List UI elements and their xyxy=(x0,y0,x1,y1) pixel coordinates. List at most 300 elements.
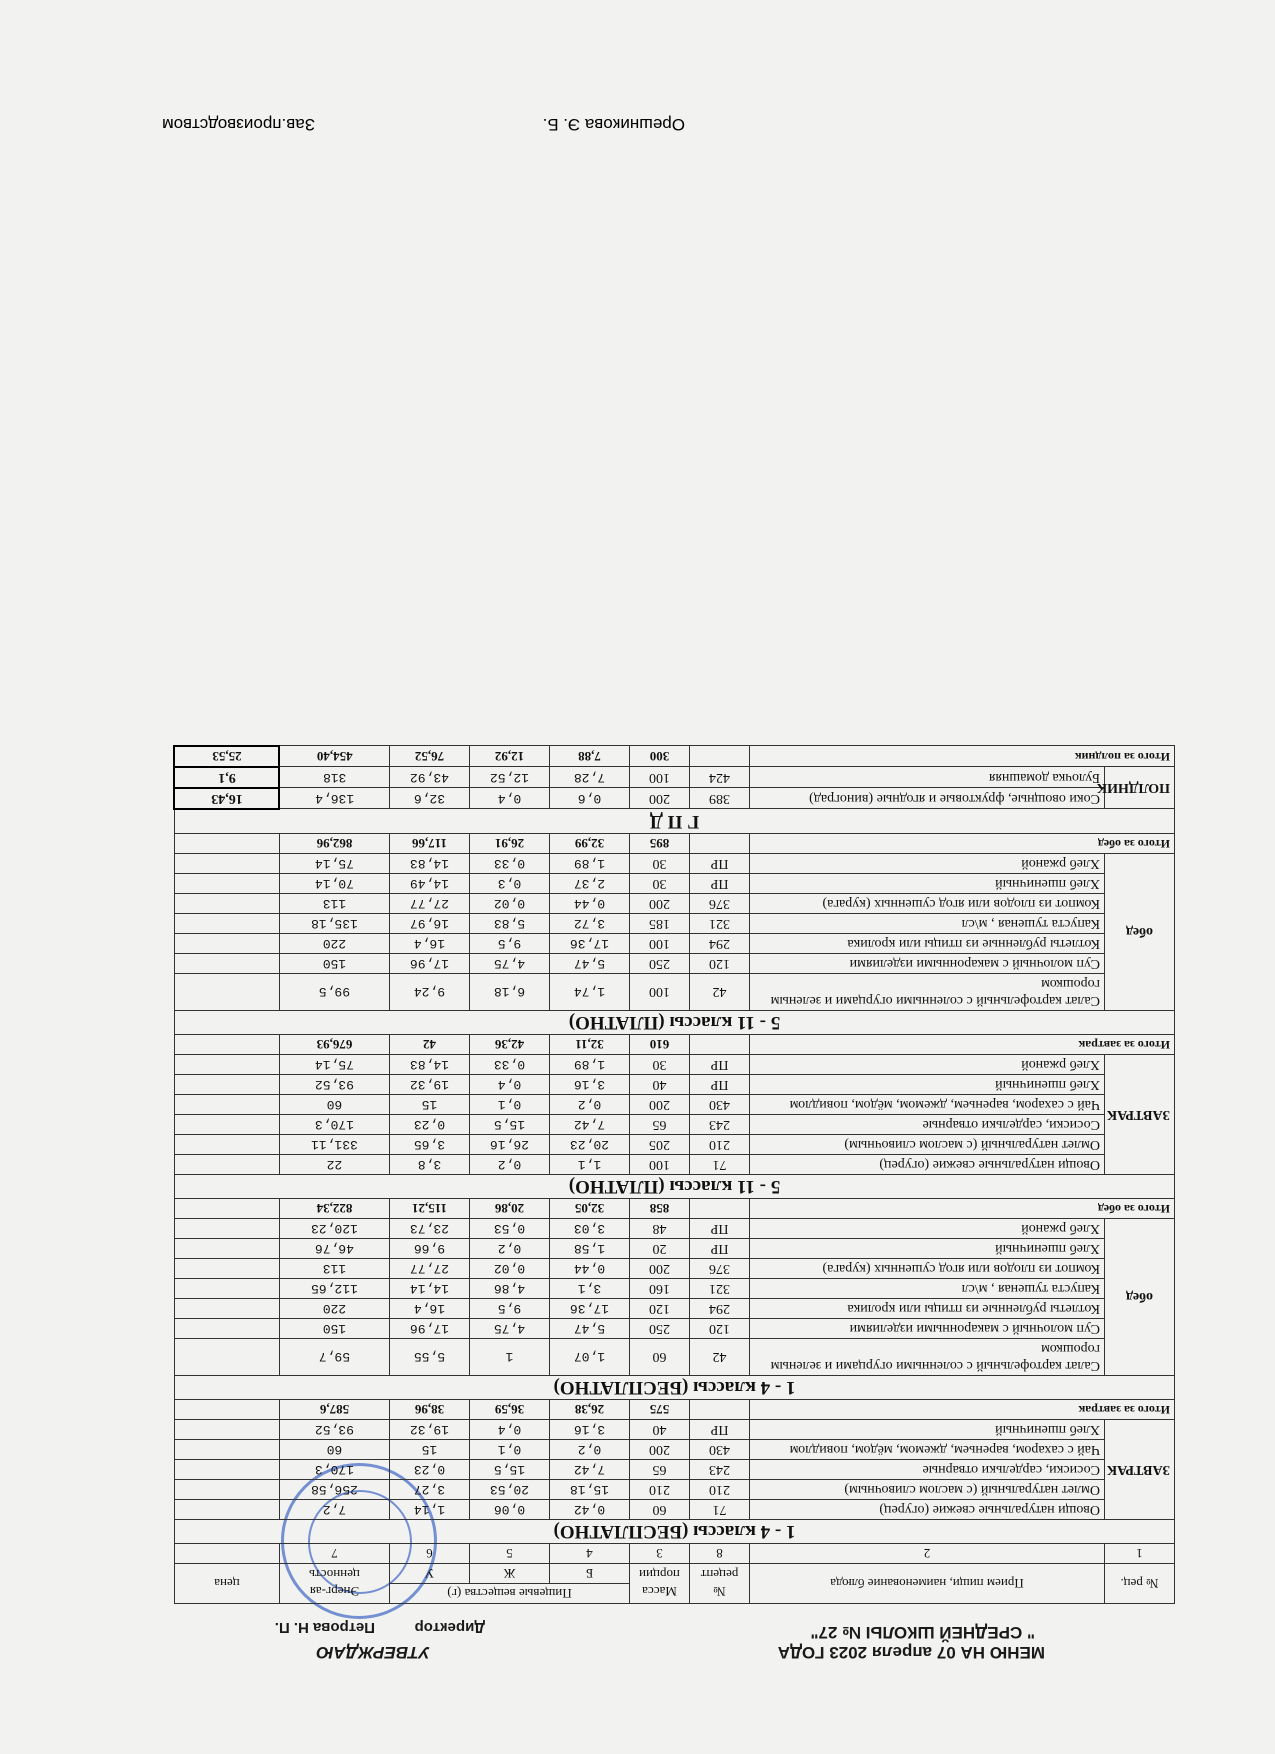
total-row xyxy=(174,1199,1174,1219)
meal-type-label: ЗАВТРАК xyxy=(1105,1055,1175,1175)
recipe-number: 71 xyxy=(690,1155,750,1175)
section-title: Г П Д xyxy=(174,809,1174,834)
total-carb: 38,96 xyxy=(389,1400,469,1420)
total-mass: 300 xyxy=(630,746,690,767)
price-empty xyxy=(174,1219,279,1239)
menu-item-row xyxy=(174,1440,1174,1460)
carb-value: 43,92 xyxy=(389,767,469,788)
protein-value: 7,42 xyxy=(550,1460,630,1480)
energy-value: 59,7 xyxy=(279,1339,389,1376)
energy-value: 75,14 xyxy=(279,854,389,874)
total-row xyxy=(174,1400,1174,1420)
footer-role: Зав.производством xyxy=(162,115,315,134)
menu-item-row xyxy=(174,934,1174,954)
col-header-price: цена xyxy=(174,1564,279,1604)
dish-name: Котлеты рубленные из птицы или кролика xyxy=(750,1299,1105,1319)
recipe-number: 42 xyxy=(690,1339,750,1376)
menu-item-row xyxy=(174,1279,1174,1299)
fat-value: 0,02 xyxy=(470,1259,550,1279)
menu-item-row xyxy=(174,974,1174,1011)
portion-mass: 20 xyxy=(630,1239,690,1259)
fat-value: 0,33 xyxy=(470,1055,550,1075)
protein-value: 15,18 xyxy=(550,1480,630,1500)
dish-name: Суп молочный с макаронными изделиями xyxy=(750,954,1105,974)
carb-value: 15 xyxy=(389,1095,469,1115)
protein-value: 3,03 xyxy=(550,1219,630,1239)
portion-mass: 65 xyxy=(630,1115,690,1135)
dish-name: Хлеб ржаной xyxy=(750,854,1105,874)
energy-value: 60 xyxy=(279,1440,389,1460)
portion-mass: 250 xyxy=(630,1319,690,1339)
carb-value: 3,27 xyxy=(389,1480,469,1500)
protein-value: 7,28 xyxy=(550,767,630,788)
total-energy: 862,96 xyxy=(279,834,389,854)
fat-value: 0,06 xyxy=(470,1500,550,1520)
fat-value: 0,2 xyxy=(470,1239,550,1259)
recipe-number: 321 xyxy=(690,1279,750,1299)
price-empty xyxy=(174,894,279,914)
menu-item-row xyxy=(174,1259,1174,1279)
dish-name: Компот из плодов или ягод сушенных (курага) xyxy=(750,894,1105,914)
col-number: 1 xyxy=(1105,1544,1175,1564)
total-label: Итого за обед xyxy=(750,834,1175,854)
total-recipe-empty xyxy=(690,1035,750,1055)
col-header-energy: Энерг-ая ценность xyxy=(279,1564,389,1604)
carb-value: 27,77 xyxy=(389,1259,469,1279)
section-row xyxy=(174,1376,1174,1400)
dish-name: Хлеб пшеничный xyxy=(750,1075,1105,1095)
column-number-row xyxy=(174,1544,1174,1564)
total-recipe-empty xyxy=(690,746,750,767)
carb-value: 14,83 xyxy=(389,1055,469,1075)
recipe-number: 243 xyxy=(690,1115,750,1135)
portion-mass: 65 xyxy=(630,1460,690,1480)
col-header-meal: № рец. xyxy=(1105,1564,1175,1604)
protein-value: 1,74 xyxy=(550,974,630,1011)
col-header-b: Б xyxy=(550,1564,630,1584)
col-number: 7 xyxy=(279,1544,389,1564)
price-empty xyxy=(174,1440,279,1460)
total-row xyxy=(174,746,1174,767)
dish-name: Хлеб пшеничный xyxy=(750,1420,1105,1440)
protein-value: 0,44 xyxy=(550,894,630,914)
portion-mass: 200 xyxy=(630,1259,690,1279)
meal-type-label: ПОЛДНИК xyxy=(1105,767,1175,809)
price-empty xyxy=(174,934,279,954)
carb-value: 19,32 xyxy=(389,1420,469,1440)
fat-value: 20,53 xyxy=(470,1480,550,1500)
dish-name: Омлет натуральный (с маслом сливочным) xyxy=(750,1480,1105,1500)
price-empty xyxy=(174,1135,279,1155)
carb-value: 32,6 xyxy=(389,788,469,809)
carb-value: 14,14 xyxy=(389,1279,469,1299)
menu-item-row xyxy=(174,1135,1174,1155)
carb-value: 16,97 xyxy=(389,914,469,934)
fat-value: 15,5 xyxy=(470,1115,550,1135)
portion-mass: 30 xyxy=(630,874,690,894)
dish-name: Хлеб пшеничный xyxy=(750,1239,1105,1259)
dish-name: Сосиски, сардельки отварные xyxy=(750,1115,1105,1135)
carb-value: 17,96 xyxy=(389,1319,469,1339)
col-number: 2 xyxy=(750,1544,1105,1564)
portion-mass: 200 xyxy=(630,788,690,809)
dish-name: Чай с сахаром, вареньем, джемом, мёдом, повидлом xyxy=(750,1095,1105,1115)
price-empty xyxy=(174,1239,279,1259)
total-fat: 20,86 xyxy=(470,1199,550,1219)
protein-value: 0,6 xyxy=(550,788,630,809)
meal-type-label: обед xyxy=(1105,854,1175,1011)
total-price-empty xyxy=(174,834,279,854)
table-header-row xyxy=(174,1584,1174,1604)
protein-value: 0,44 xyxy=(550,1259,630,1279)
carb-value: 16,4 xyxy=(389,1299,469,1319)
carb-value: 16,4 xyxy=(389,934,469,954)
energy-value: 220 xyxy=(279,1299,389,1319)
portion-mass: 30 xyxy=(630,854,690,874)
total-protein: 32,05 xyxy=(550,1199,630,1219)
total-row xyxy=(174,834,1174,854)
recipe-number: 321 xyxy=(690,914,750,934)
total-price: 25,53 xyxy=(174,746,279,767)
recipe-number: 294 xyxy=(690,934,750,954)
fat-value: 0,4 xyxy=(470,788,550,809)
fat-value: 4,75 xyxy=(470,1319,550,1339)
recipe-number: 210 xyxy=(690,1480,750,1500)
fat-value: 6,18 xyxy=(470,974,550,1011)
menu-table xyxy=(173,745,1175,1604)
total-label: Итого за завтрак xyxy=(750,1400,1175,1420)
portion-mass: 100 xyxy=(630,767,690,788)
menu-item-row xyxy=(174,767,1174,788)
energy-value: 318 xyxy=(279,767,389,788)
total-price-empty xyxy=(174,1035,279,1055)
section-row xyxy=(174,1011,1174,1035)
dish-name: Овощи натуральные свежие (огурец) xyxy=(750,1155,1105,1175)
fat-value: 1 xyxy=(470,1339,550,1376)
protein-value: 7,42 xyxy=(550,1115,630,1135)
total-mass: 858 xyxy=(630,1199,690,1219)
carb-value: 27,77 xyxy=(389,894,469,914)
total-protein: 7,88 xyxy=(550,746,630,767)
protein-value: 1,1 xyxy=(550,1155,630,1175)
total-energy: 676,93 xyxy=(279,1035,389,1055)
price-empty xyxy=(174,854,279,874)
protein-value: 5,47 xyxy=(550,954,630,974)
protein-value: 3,16 xyxy=(550,1420,630,1440)
carb-value: 3,8 xyxy=(389,1155,469,1175)
menu-item-row xyxy=(174,1319,1174,1339)
protein-value: 0,2 xyxy=(550,1440,630,1460)
energy-value: 120,23 xyxy=(279,1219,389,1239)
school-name: " СРЕДНЕЙ ШКОЛЫ № 27" xyxy=(810,1623,1035,1642)
dish-name: Булочка домашняя xyxy=(750,767,1105,788)
fat-value: 5,83 xyxy=(470,914,550,934)
energy-value: 170,3 xyxy=(279,1115,389,1135)
recipe-number: ПР xyxy=(690,1239,750,1259)
recipe-number: ПР xyxy=(690,854,750,874)
price-empty xyxy=(174,1259,279,1279)
carb-value: 15 xyxy=(389,1440,469,1460)
portion-mass: 185 xyxy=(630,914,690,934)
recipe-number: 120 xyxy=(690,1319,750,1339)
menu-item-row xyxy=(174,788,1174,809)
price-empty xyxy=(174,874,279,894)
fat-value: 0,4 xyxy=(470,1420,550,1440)
portion-mass: 48 xyxy=(630,1219,690,1239)
portion-mass: 120 xyxy=(630,1299,690,1319)
meal-type-label: ЗАВТРАК xyxy=(1105,1420,1175,1520)
protein-value: 0,2 xyxy=(550,1095,630,1115)
total-label: Итого за завтрак xyxy=(750,1035,1175,1055)
total-recipe-empty xyxy=(690,834,750,854)
fat-value: 4,86 xyxy=(470,1279,550,1299)
fat-value: 0,33 xyxy=(470,854,550,874)
energy-value: 135,18 xyxy=(279,914,389,934)
recipe-number: ПР xyxy=(690,1055,750,1075)
fat-value: 26,16 xyxy=(470,1135,550,1155)
approve-label: УТВЕРЖДАЮ xyxy=(315,1643,430,1662)
menu-item-row xyxy=(174,1420,1174,1440)
price-empty xyxy=(174,1480,279,1500)
col-number: 8 xyxy=(690,1544,750,1564)
protein-value: 1,58 xyxy=(550,1239,630,1259)
dish-name: Чай с сахаром, вареньем, джемом, мёдом, повидлом xyxy=(750,1440,1105,1460)
menu-item-row xyxy=(174,1339,1174,1376)
total-protein: 26,38 xyxy=(550,1400,630,1420)
portion-mass: 250 xyxy=(630,954,690,974)
dish-name: Суп молочный с макаронными изделиями xyxy=(750,1319,1105,1339)
portion-mass: 205 xyxy=(630,1135,690,1155)
price-empty xyxy=(174,1339,279,1376)
energy-value: 136,4 xyxy=(279,788,389,809)
portion-mass: 60 xyxy=(630,1500,690,1520)
energy-value: 113 xyxy=(279,1259,389,1279)
menu-item-row xyxy=(174,1480,1174,1500)
menu-item-row xyxy=(174,854,1174,874)
section-title: 1 - 4 классы (БЕСПЛАТНО) xyxy=(174,1376,1174,1400)
col-number-empty xyxy=(174,1544,279,1564)
portion-mass: 200 xyxy=(630,1095,690,1115)
energy-value: 7,2 xyxy=(279,1500,389,1520)
total-mass: 610 xyxy=(630,1035,690,1055)
carb-value: 3,65 xyxy=(389,1135,469,1155)
carb-value: 9,66 xyxy=(389,1239,469,1259)
total-protein: 32,99 xyxy=(550,834,630,854)
dish-name: Хлеб ржаной xyxy=(750,1055,1105,1075)
protein-value: 20,23 xyxy=(550,1135,630,1155)
dish-name: Хлеб ржаной xyxy=(750,1219,1105,1239)
menu-title: МЕНЮ НА 07 апреля 2023 ГОДА xyxy=(777,1643,1045,1662)
energy-value: 99,5 xyxy=(279,974,389,1011)
recipe-number: 210 xyxy=(690,1135,750,1155)
recipe-number: 71 xyxy=(690,1500,750,1520)
price-value: 9,1 xyxy=(174,767,279,788)
fat-value: 0,53 xyxy=(470,1219,550,1239)
portion-mass: 100 xyxy=(630,1155,690,1175)
menu-item-row xyxy=(174,1155,1174,1175)
dish-name: Сосиски, сардельки отварные xyxy=(750,1460,1105,1480)
total-protein: 32,11 xyxy=(550,1035,630,1055)
menu-item-row xyxy=(174,874,1174,894)
price-empty xyxy=(174,974,279,1011)
fat-value: 12,52 xyxy=(470,767,550,788)
col-number: 4 xyxy=(550,1544,630,1564)
section-row xyxy=(174,809,1174,834)
energy-value: 112,65 xyxy=(279,1279,389,1299)
recipe-number: 243 xyxy=(690,1460,750,1480)
footer-name: Орешникова Э. Б. xyxy=(542,115,685,134)
protein-value: 1,89 xyxy=(550,854,630,874)
price-empty xyxy=(174,1460,279,1480)
price-empty xyxy=(174,1155,279,1175)
total-fat: 42,36 xyxy=(470,1035,550,1055)
total-energy: 822,34 xyxy=(279,1199,389,1219)
dish-name: Компот из плодов или ягод сушенных (курага) xyxy=(750,1259,1105,1279)
menu-item-row xyxy=(174,1219,1174,1239)
carb-value: 14,49 xyxy=(389,874,469,894)
energy-value: 170,3 xyxy=(279,1460,389,1480)
menu-item-row xyxy=(174,1299,1174,1319)
carb-value: 17,96 xyxy=(389,954,469,974)
col-header-mass: Масса порции xyxy=(630,1564,690,1604)
recipe-number: ПР xyxy=(690,1219,750,1239)
section-row xyxy=(174,1175,1174,1199)
section-row xyxy=(174,1520,1174,1544)
recipe-number: ПР xyxy=(690,874,750,894)
menu-item-row xyxy=(174,1115,1174,1135)
portion-mass: 40 xyxy=(630,1420,690,1440)
portion-mass: 100 xyxy=(630,934,690,954)
energy-value: 113 xyxy=(279,894,389,914)
col-header-u: У xyxy=(389,1564,469,1584)
menu-item-row xyxy=(174,1500,1174,1520)
col-header-zh: Ж xyxy=(470,1564,550,1584)
dish-name: Капуста тушеная , м\сл xyxy=(750,914,1105,934)
total-energy: 587,6 xyxy=(279,1400,389,1420)
portion-mass: 60 xyxy=(630,1339,690,1376)
price-empty xyxy=(174,1115,279,1135)
director-label: Директор xyxy=(414,1619,485,1636)
energy-value: 93,52 xyxy=(279,1075,389,1095)
carb-value: 19,32 xyxy=(389,1075,469,1095)
portion-mass: 200 xyxy=(630,1440,690,1460)
carb-value: 0,23 xyxy=(389,1460,469,1480)
total-row xyxy=(174,1035,1174,1055)
menu-item-row xyxy=(174,894,1174,914)
energy-value: 331,11 xyxy=(279,1135,389,1155)
director-name: Петрова Н. П. xyxy=(274,1619,375,1636)
menu-item-row xyxy=(174,1460,1174,1480)
fat-value: 0,3 xyxy=(470,874,550,894)
col-number: 3 xyxy=(630,1544,690,1564)
menu-item-row xyxy=(174,914,1174,934)
portion-mass: 160 xyxy=(630,1279,690,1299)
total-mass: 895 xyxy=(630,834,690,854)
total-fat: 12,92 xyxy=(470,746,550,767)
dish-name: Салат картофельный с соленными огурцами и зеленым горошком xyxy=(750,974,1105,1011)
energy-value: 220 xyxy=(279,934,389,954)
fat-value: 9,5 xyxy=(470,1299,550,1319)
protein-value: 0,42 xyxy=(550,1500,630,1520)
total-carb: 117,66 xyxy=(389,834,469,854)
total-carb: 76,52 xyxy=(389,746,469,767)
recipe-number: 424 xyxy=(690,767,750,788)
price-empty xyxy=(174,1500,279,1520)
dish-name: Соки овощные, фруктовые и ягодные (виноград) xyxy=(750,788,1105,809)
carb-value: 14,83 xyxy=(389,854,469,874)
portion-mass: 100 xyxy=(630,974,690,1011)
energy-value: 60 xyxy=(279,1095,389,1115)
energy-value: 46,76 xyxy=(279,1239,389,1259)
fat-value: 4,75 xyxy=(470,954,550,974)
col-header-dish: Прием пищи, наименование блюда xyxy=(750,1564,1105,1604)
recipe-number: 120 xyxy=(690,954,750,974)
energy-value: 75,14 xyxy=(279,1055,389,1075)
total-carb: 42 xyxy=(389,1035,469,1055)
dish-name: Котлеты рубленные из птицы или кролика xyxy=(750,934,1105,954)
total-label: Итого за полдник xyxy=(750,746,1175,767)
total-carb: 115,21 xyxy=(389,1199,469,1219)
energy-value: 22 xyxy=(279,1155,389,1175)
total-recipe-empty xyxy=(690,1199,750,1219)
fat-value: 0,02 xyxy=(470,894,550,914)
protein-value: 1,89 xyxy=(550,1055,630,1075)
protein-value: 1,07 xyxy=(550,1339,630,1376)
price-empty xyxy=(174,954,279,974)
carb-value: 5,55 xyxy=(389,1339,469,1376)
protein-value: 17,36 xyxy=(550,934,630,954)
col-header-nutrients: Пищевые вещества (г) xyxy=(389,1584,629,1604)
section-title: 1 - 4 классы (БЕСПЛАТНО) xyxy=(174,1520,1174,1544)
carb-value: 1,14 xyxy=(389,1500,469,1520)
recipe-number: 294 xyxy=(690,1299,750,1319)
dish-name: Капуста тушеная , м\сл xyxy=(750,1279,1105,1299)
total-recipe-empty xyxy=(690,1400,750,1420)
fat-value: 0,1 xyxy=(470,1440,550,1460)
price-empty xyxy=(174,1420,279,1440)
fat-value: 0,4 xyxy=(470,1075,550,1095)
energy-value: 256,58 xyxy=(279,1480,389,1500)
portion-mass: 200 xyxy=(630,894,690,914)
recipe-number: 376 xyxy=(690,894,750,914)
fat-value: 9,5 xyxy=(470,934,550,954)
price-empty xyxy=(174,1055,279,1075)
recipe-number: ПР xyxy=(690,1075,750,1095)
carb-value: 23,73 xyxy=(389,1219,469,1239)
recipe-number: 430 xyxy=(690,1440,750,1460)
price-empty xyxy=(174,1095,279,1115)
menu-item-row xyxy=(174,954,1174,974)
price-empty xyxy=(174,1299,279,1319)
portion-mass: 210 xyxy=(630,1480,690,1500)
menu-item-row xyxy=(174,1239,1174,1259)
protein-value: 3,72 xyxy=(550,914,630,934)
menu-item-row xyxy=(174,1095,1174,1115)
price-empty xyxy=(174,1279,279,1299)
energy-value: 150 xyxy=(279,954,389,974)
dish-name: Овощи натуральные свежие (огурец) xyxy=(750,1500,1105,1520)
protein-value: 2,37 xyxy=(550,874,630,894)
fat-value: 0,1 xyxy=(470,1095,550,1115)
col-number: 5 xyxy=(470,1544,550,1564)
total-energy: 454,40 xyxy=(279,746,389,767)
total-price-empty xyxy=(174,1199,279,1219)
recipe-number: 42 xyxy=(690,974,750,1011)
protein-value: 3,16 xyxy=(550,1075,630,1095)
recipe-number: 389 xyxy=(690,788,750,809)
recipe-number: ПР xyxy=(690,1420,750,1440)
fat-value: 0,2 xyxy=(470,1155,550,1175)
